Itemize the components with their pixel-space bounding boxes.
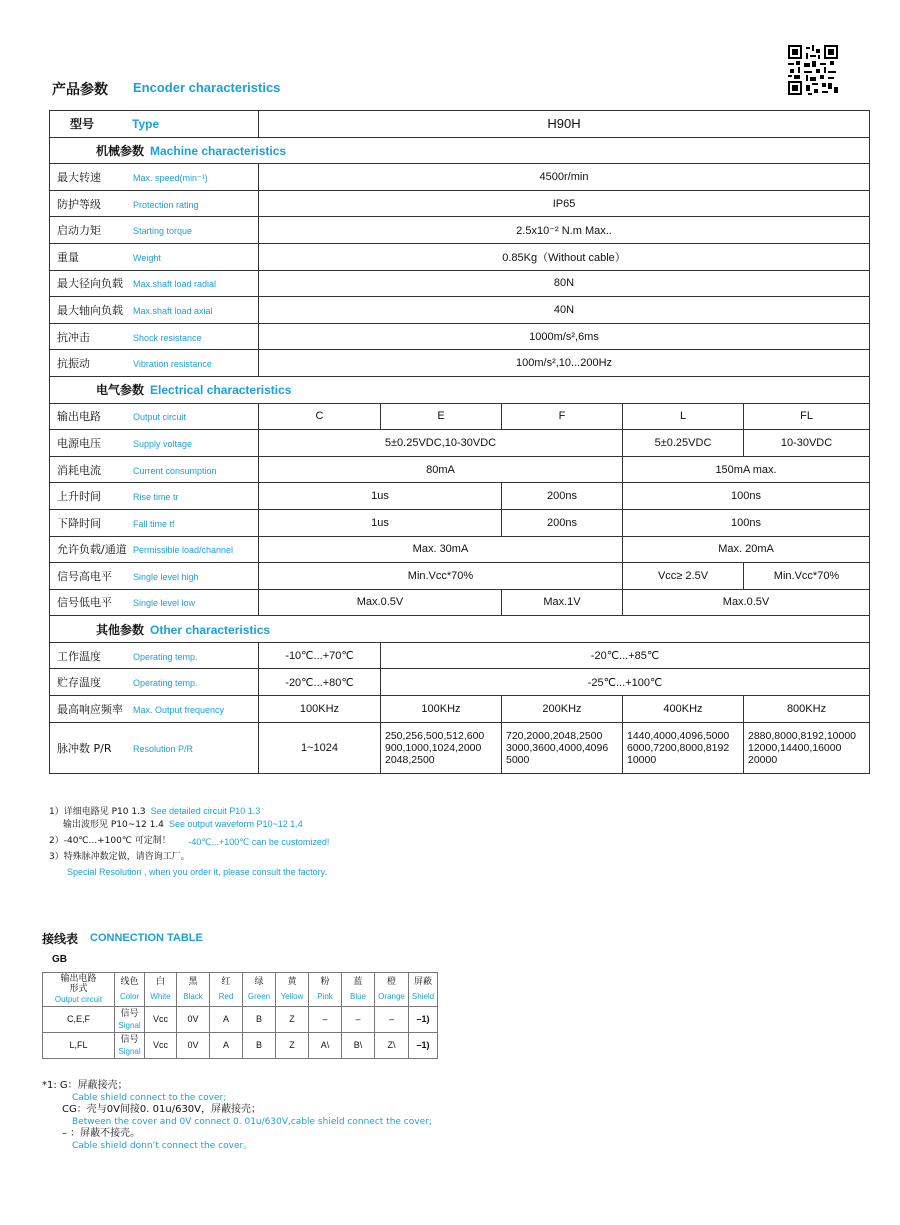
note-2-en: -40℃...+100℃ can be customized!	[188, 837, 330, 847]
cell: B	[243, 1007, 276, 1033]
header-cn: 绿	[254, 977, 264, 987]
row-level-high	[50, 563, 870, 590]
connection-row-cef	[43, 1007, 438, 1033]
row-value: 2.5x10⁻² N.m Max..	[259, 217, 870, 244]
cell: B\	[342, 1033, 375, 1059]
signal-en: Signal	[118, 1046, 141, 1056]
qr-code-icon	[788, 45, 838, 95]
header-en: Red	[218, 992, 234, 1001]
cell: 1~1024	[259, 722, 381, 773]
row-label-en: Resolution P/R	[133, 743, 194, 754]
cell: B	[243, 1033, 276, 1059]
cell: 0V	[177, 1007, 210, 1033]
resolution-list: 250,256,500,512,600 900,1000,1024,2000 2048,2500	[385, 729, 485, 766]
row-label-en: Shock resistance	[133, 332, 202, 343]
header-en: White	[150, 992, 171, 1001]
note-1b-en: See output waveform P10~12 1.4	[168, 819, 303, 829]
row-permissible-load	[50, 536, 870, 563]
resolution-list: 720,2000,2048,2500 3000,3600,4000,4096 5000	[506, 729, 609, 766]
row-label-en: Permissible load/channel	[133, 545, 234, 556]
circuit-cell: L,FL	[43, 1033, 115, 1059]
row-weight	[50, 243, 870, 270]
type-row	[50, 111, 870, 138]
cell: 200ns	[502, 483, 623, 510]
cell: 100ns	[623, 509, 870, 536]
row-label-cn: 最大转速	[57, 170, 101, 184]
row-supply-voltage	[50, 430, 870, 457]
footnote-line-1: *1: G：屏蔽接壳；	[42, 1080, 128, 1091]
notes	[49, 804, 329, 880]
cell: 0V	[177, 1033, 210, 1059]
page-title-en: Encoder characteristics	[133, 80, 281, 95]
header-en: Color	[119, 992, 140, 1001]
row-label-cn: 防护等级	[57, 197, 101, 211]
cell: –1)	[409, 1033, 438, 1059]
header-en: Shield	[411, 992, 435, 1001]
note-3-cn: 3）特殊脉冲数定做，请咨询工厂。	[49, 852, 190, 862]
row-label-cn: 允许负载/通道	[57, 543, 127, 557]
row-label-en: Operating temp.	[133, 651, 198, 662]
cell: 200KHz	[502, 696, 623, 723]
section-electrical	[50, 376, 870, 403]
section-other	[50, 616, 870, 643]
type-label-en: Type	[132, 117, 160, 132]
cell: A	[210, 1033, 243, 1059]
row-current	[50, 456, 870, 483]
cell	[381, 722, 502, 773]
note-1a-cn: 1）详细电路见 P10 1.3	[49, 807, 146, 817]
row-value: 1000m/s²,6ms	[259, 323, 870, 350]
cell: -20℃...+85℃	[381, 642, 870, 669]
row-label-cn: 贮存温度	[57, 676, 101, 690]
row-label-cn: 脉冲数 P/R	[57, 741, 112, 755]
connection-header-row	[43, 973, 438, 1007]
header-cn: 橙	[386, 977, 396, 987]
resolution-list: 2880,8000,8192,10000 12000,14400,16000 20000	[748, 729, 857, 766]
header-cn: 红	[221, 977, 231, 987]
cell: 1us	[259, 483, 502, 510]
cell: Min.Vcc*70%	[744, 563, 870, 590]
cell: Z	[276, 1033, 309, 1059]
row-label-en: Max.shaft load radial	[133, 279, 217, 290]
row-label-cn: 最高响应频率	[57, 702, 123, 716]
note-1b-cn: 输出波形见 P10~12 1.4	[63, 820, 164, 830]
row-torque	[50, 217, 870, 244]
row-vibration	[50, 350, 870, 377]
row-label-en: Max.shaft load axial	[133, 305, 213, 316]
connection-title-en: CONNECTION TABLE	[90, 932, 203, 944]
row-label-en: Vibration resistance	[133, 359, 212, 370]
footnote-line-3-en: Cable shield donn’t connect the cover。	[72, 1141, 253, 1151]
resolution-list: 1440,4000,4096,5000 6000,7200,8000,8192 10000	[627, 729, 730, 766]
row-shock	[50, 323, 870, 350]
cell: C	[259, 403, 381, 430]
note-3-en: Special Resolution , when you order it, please consult the factory.	[67, 867, 327, 877]
connection-group-label: GB	[52, 954, 67, 965]
row-output-circuit	[50, 403, 870, 430]
cell: 5±0.25VDC	[623, 430, 744, 457]
cell: 400KHz	[623, 696, 744, 723]
cell: Min.Vcc*70%	[259, 563, 623, 590]
row-label-cn: 下降时间	[57, 516, 101, 530]
signal-en: Signal	[118, 1020, 141, 1030]
row-label-en: Output circuit	[133, 412, 187, 423]
header-cn: 屏蔽	[413, 977, 432, 987]
header-en: Yellow	[280, 992, 304, 1001]
cell: 150mA max.	[623, 456, 870, 483]
cell: 100KHz	[381, 696, 502, 723]
row-value: 0.85Kg（Without cable）	[259, 243, 870, 270]
connection-row-lfl	[43, 1033, 438, 1059]
row-rise-time	[50, 483, 870, 510]
cell: Max.0.5V	[259, 589, 502, 616]
cell: Max.1V	[502, 589, 623, 616]
cell: 800KHz	[744, 696, 870, 723]
section-electrical-cn: 电气参数	[96, 383, 145, 398]
row-resolution	[50, 722, 870, 773]
row-label-cn: 启动力矩	[57, 224, 101, 238]
cell: Vcc	[145, 1033, 177, 1059]
cell: –	[342, 1007, 375, 1033]
cell: 80mA	[259, 456, 623, 483]
header-en: Green	[247, 992, 271, 1001]
type-value: H90H	[259, 111, 870, 138]
row-label-cn: 最大径向负载	[57, 277, 123, 291]
header-cn: 粉	[320, 977, 330, 987]
row-label-cn: 抗冲击	[57, 330, 90, 344]
row-label-en: Protection rating	[133, 199, 199, 210]
cell: Max. 20mA	[623, 536, 870, 563]
row-value: 4500r/min	[259, 164, 870, 191]
row-label-en: Max. Output frequency	[133, 704, 225, 715]
note-1a-en: See detailed circuit P10 1.3	[150, 806, 261, 816]
row-label-en: Current consumption	[133, 465, 217, 476]
row-label-en: Weight	[133, 252, 161, 263]
cell: Z\	[375, 1033, 409, 1059]
header-cn: 蓝	[353, 977, 363, 987]
cell: 100ns	[623, 483, 870, 510]
row-label-en: Max. speed(min⁻¹)	[133, 172, 208, 183]
cell: FL	[744, 403, 870, 430]
cell: -10℃...+70℃	[259, 642, 381, 669]
footnote-line-2: CG：壳与0V间接0. 01u/630V，屏蔽接壳；	[62, 1104, 262, 1115]
row-operating-temp	[50, 642, 870, 669]
row-label-en: Fall time tf	[133, 518, 175, 529]
row-label-en: Single level low	[133, 598, 196, 609]
cell: 1us	[259, 509, 502, 536]
row-value: IP65	[259, 190, 870, 217]
signal-cn: 信号	[120, 1008, 139, 1019]
cell	[744, 722, 870, 773]
row-axial-load	[50, 297, 870, 324]
spec-table	[49, 110, 870, 774]
section-machine-en: Machine characteristics	[150, 143, 287, 158]
cell: L	[623, 403, 744, 430]
header-cn: 输出电路 形式	[60, 974, 97, 994]
section-machine-cn: 机械参数	[96, 143, 145, 158]
connection-title-cn: 接线表	[42, 932, 79, 946]
cell: –1)	[409, 1007, 438, 1033]
row-max-frequency	[50, 696, 870, 723]
row-storage-temp	[50, 669, 870, 696]
cell: 200ns	[502, 509, 623, 536]
footnote-line-2-en: Between the cover and 0V connect 0. 01u/630V,cable shield connect the cover;	[72, 1117, 432, 1127]
cell: –	[375, 1007, 409, 1033]
row-level-low	[50, 589, 870, 616]
cell	[502, 722, 623, 773]
row-max-speed	[50, 164, 870, 191]
page-title-cn: 产品参数	[52, 82, 108, 98]
row-label-cn: 输出电路	[57, 410, 101, 424]
row-label-cn: 信号高电平	[57, 569, 112, 583]
connection-table	[42, 972, 438, 1059]
row-label-cn: 消耗电流	[57, 463, 101, 477]
cell: 100KHz	[259, 696, 381, 723]
footnote-line-1-en: Cable shield connect to the cover;	[72, 1093, 227, 1103]
header-en: Pink	[317, 992, 333, 1001]
header-en: Black	[183, 992, 203, 1001]
row-fall-time	[50, 509, 870, 536]
row-label-cn: 上升时间	[57, 490, 101, 504]
cell: Vcc	[145, 1007, 177, 1033]
row-label-cn: 电源电压	[57, 436, 101, 450]
footnote-line-3: – ：屏蔽不接壳。	[62, 1128, 141, 1139]
cell: Vcc≥ 2.5V	[623, 563, 744, 590]
cell: -25℃...+100℃	[381, 669, 870, 696]
section-electrical-en: Electrical characteristics	[150, 383, 292, 398]
cell: –	[309, 1007, 342, 1033]
row-label-en: Single level high	[133, 571, 199, 582]
header-en: Blue	[349, 992, 366, 1001]
section-other-en: Other characteristics	[150, 622, 271, 637]
row-label-cn: 重量	[57, 250, 79, 264]
signal-cn: 信号	[120, 1034, 139, 1045]
header-cn: 白	[155, 977, 165, 987]
section-machine	[50, 137, 870, 164]
type-label-cn: 型号	[70, 117, 95, 132]
section-other-cn: 其他参数	[96, 622, 145, 637]
row-label-cn: 最大轴向负载	[57, 303, 123, 317]
header-en: Output circuit	[54, 995, 103, 1004]
row-value: 40N	[259, 297, 870, 324]
header-cn: 线色	[120, 977, 139, 987]
row-radial-load	[50, 270, 870, 297]
header-cn: 黑	[188, 977, 198, 987]
cell: A	[210, 1007, 243, 1033]
cell: A\	[309, 1033, 342, 1059]
cell: F	[502, 403, 623, 430]
cell: 5±0.25VDC,10-30VDC	[259, 430, 623, 457]
note-2-cn: 2）-40℃...+100℃ 可定制！	[49, 836, 171, 846]
cell: 10-30VDC	[744, 430, 870, 457]
header-en: Orange	[378, 992, 405, 1001]
cell: -20℃...+80℃	[259, 669, 381, 696]
row-label-cn: 抗振动	[57, 357, 90, 371]
row-label-en: Supply voltage	[133, 438, 193, 449]
row-value: 100m/s²,10...200Hz	[259, 350, 870, 377]
cell	[623, 722, 744, 773]
row-label-en: Operating temp.	[133, 678, 198, 689]
cell: Z	[276, 1007, 309, 1033]
row-label-cn: 工作温度	[57, 649, 101, 663]
row-label-en: Rise time tr	[133, 492, 179, 503]
header-cn: 黄	[287, 977, 297, 987]
row-label-cn: 信号低电平	[57, 596, 112, 610]
footnote	[42, 1080, 432, 1152]
cell: E	[381, 403, 502, 430]
row-protection	[50, 190, 870, 217]
cell: Max.0.5V	[623, 589, 870, 616]
cell: Max. 30mA	[259, 536, 623, 563]
row-label-en: Starting torque	[133, 226, 193, 237]
circuit-cell: C,E,F	[43, 1007, 115, 1033]
row-value: 80N	[259, 270, 870, 297]
